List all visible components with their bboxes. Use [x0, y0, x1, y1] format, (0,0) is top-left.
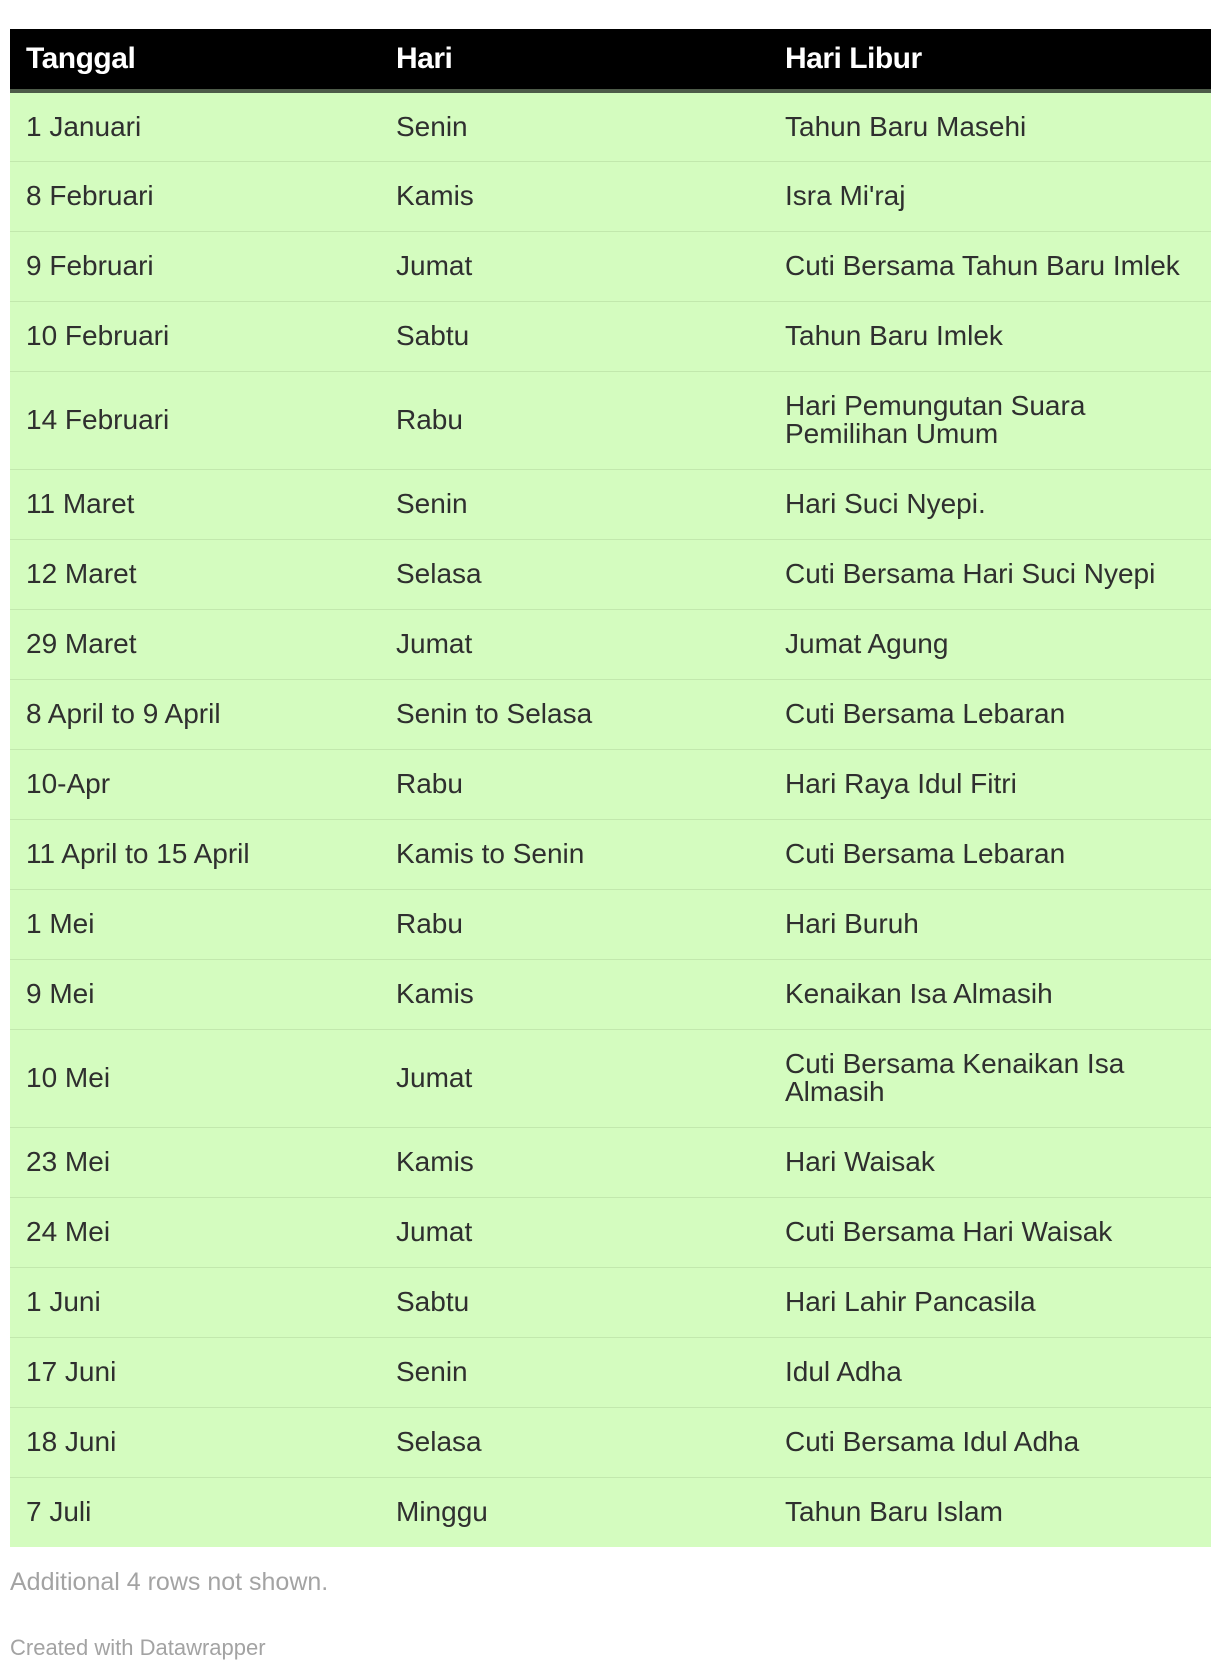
cell-hari: Jumat [380, 1197, 769, 1267]
cell-tanggal: 12 Maret [10, 539, 380, 609]
column-header-hari-libur[interactable]: Hari Libur [769, 29, 1211, 91]
cell-tanggal: 9 Februari [10, 231, 380, 301]
cell-hari-libur: Kenaikan Isa Almasih [769, 959, 1211, 1029]
cell-tanggal: 1 Juni [10, 1267, 380, 1337]
cell-hari: Senin [380, 469, 769, 539]
cell-tanggal: 1 Januari [26, 110, 142, 142]
cell-hari: Kamis to Senin [380, 819, 769, 889]
cell-hari: Selasa [380, 1407, 769, 1477]
table-row [10, 301, 1211, 371]
cell-hari: Minggu [380, 1477, 769, 1547]
table-row [10, 539, 1211, 609]
cell-hari-libur: Cuti Bersama Hari Waisak [769, 1197, 1211, 1267]
cell-tanggal: 17 Juni [10, 1337, 380, 1407]
table-row [10, 1267, 1211, 1337]
cell-tanggal: 14 Februari [10, 371, 380, 469]
cell-hari-libur: Jumat Agung [769, 609, 1211, 679]
cell-hari-libur: Tahun Baru Imlek [769, 301, 1211, 371]
cell-tanggal: 29 Maret [10, 609, 380, 679]
cell-hari-libur: Hari Lahir Pancasila [769, 1267, 1211, 1337]
table-row [10, 1127, 1211, 1197]
cell-tanggal: 8 April to 9 April [10, 679, 380, 749]
cell-tanggal: 11 Maret [10, 469, 380, 539]
cell-hari: Senin to Selasa [380, 679, 769, 749]
cell-hari: Sabtu [380, 1267, 769, 1337]
cell-hari-libur: Tahun Baru Islam [769, 1477, 1211, 1547]
cell-tanggal: 10-Apr [10, 749, 380, 819]
cell-hari-libur: Tahun Baru Masehi [785, 110, 1027, 142]
cell-hari-libur: Idul Adha [769, 1337, 1211, 1407]
table-row [10, 371, 1211, 469]
cell-hari-libur: Hari Buruh [769, 889, 1211, 959]
cell-tanggal: 11 April to 15 April [10, 819, 380, 889]
table-row [10, 231, 1211, 301]
table-row [10, 1407, 1211, 1477]
table-row [10, 91, 1211, 161]
cell-hari: Rabu [380, 889, 769, 959]
column-header-tanggal[interactable]: Tanggal [10, 29, 380, 91]
table-row [10, 1477, 1211, 1547]
cell-hari-libur: Isra Mi'raj [769, 161, 1211, 231]
cell-tanggal: 8 Februari [10, 161, 380, 231]
cell-hari-libur: Hari Waisak [769, 1127, 1211, 1197]
cell-hari-libur: Cuti Bersama Lebaran [769, 679, 1211, 749]
cell-hari: Selasa [380, 539, 769, 609]
table-row [10, 889, 1211, 959]
table-row [10, 1029, 1211, 1127]
cell-hari-libur: Cuti Bersama Hari Suci Nyepi [769, 539, 1211, 609]
cell-tanggal: 24 Mei [10, 1197, 380, 1267]
table-row [10, 959, 1211, 1029]
column-header-hari[interactable]: Hari [380, 29, 769, 91]
holiday-table [10, 29, 1211, 1547]
table-row [10, 161, 1211, 231]
cell-hari: Kamis [380, 1127, 769, 1197]
cell-tanggal: 7 Juli [10, 1477, 380, 1547]
cell-hari: Rabu [380, 371, 769, 469]
cell-hari: Rabu [380, 749, 769, 819]
cell-tanggal: 23 Mei [10, 1127, 380, 1197]
table-body [10, 91, 1211, 1547]
cell-hari-libur: Cuti Bersama Kenaikan Isa Almasih [769, 1029, 1211, 1127]
table-row [10, 749, 1211, 819]
cell-tanggal: 18 Juni [10, 1407, 380, 1477]
holiday-table-container [10, 29, 1211, 1547]
cell-tanggal: 1 Mei [10, 889, 380, 959]
cell-hari-libur: Cuti Bersama Idul Adha [769, 1407, 1211, 1477]
table-header [10, 29, 1211, 91]
table-row [10, 679, 1211, 749]
table-row [10, 1337, 1211, 1407]
cell-hari: Kamis [380, 161, 769, 231]
cell-hari: Kamis [380, 959, 769, 1029]
datawrapper-credit: Created with Datawrapper [10, 1635, 266, 1660]
cell-hari-libur: Hari Suci Nyepi. [769, 469, 1211, 539]
header-row [10, 29, 1211, 91]
cell-hari-libur: Hari Pemungutan Suara Pemilihan Umum [769, 371, 1211, 469]
cell-hari-libur: Cuti Bersama Lebaran [769, 819, 1211, 889]
cell-tanggal: 10 Mei [10, 1029, 380, 1127]
cell-hari: Jumat [380, 1029, 769, 1127]
cell-hari: Senin [380, 1337, 769, 1407]
cell-hari-libur: Cuti Bersama Tahun Baru Imlek [769, 231, 1211, 301]
table-row [10, 819, 1211, 889]
cell-hari: Jumat [380, 609, 769, 679]
cell-tanggal: 10 Februari [10, 301, 380, 371]
table-row [10, 469, 1211, 539]
cell-hari: Senin [396, 110, 468, 142]
cell-hari-libur: Hari Raya Idul Fitri [769, 749, 1211, 819]
table-row [10, 1197, 1211, 1267]
rows-not-shown-note: Additional 4 rows not shown. [10, 1568, 329, 1596]
cell-hari: Sabtu [380, 301, 769, 371]
cell-hari: Jumat [380, 231, 769, 301]
table-row [10, 609, 1211, 679]
cell-tanggal: 9 Mei [10, 959, 380, 1029]
